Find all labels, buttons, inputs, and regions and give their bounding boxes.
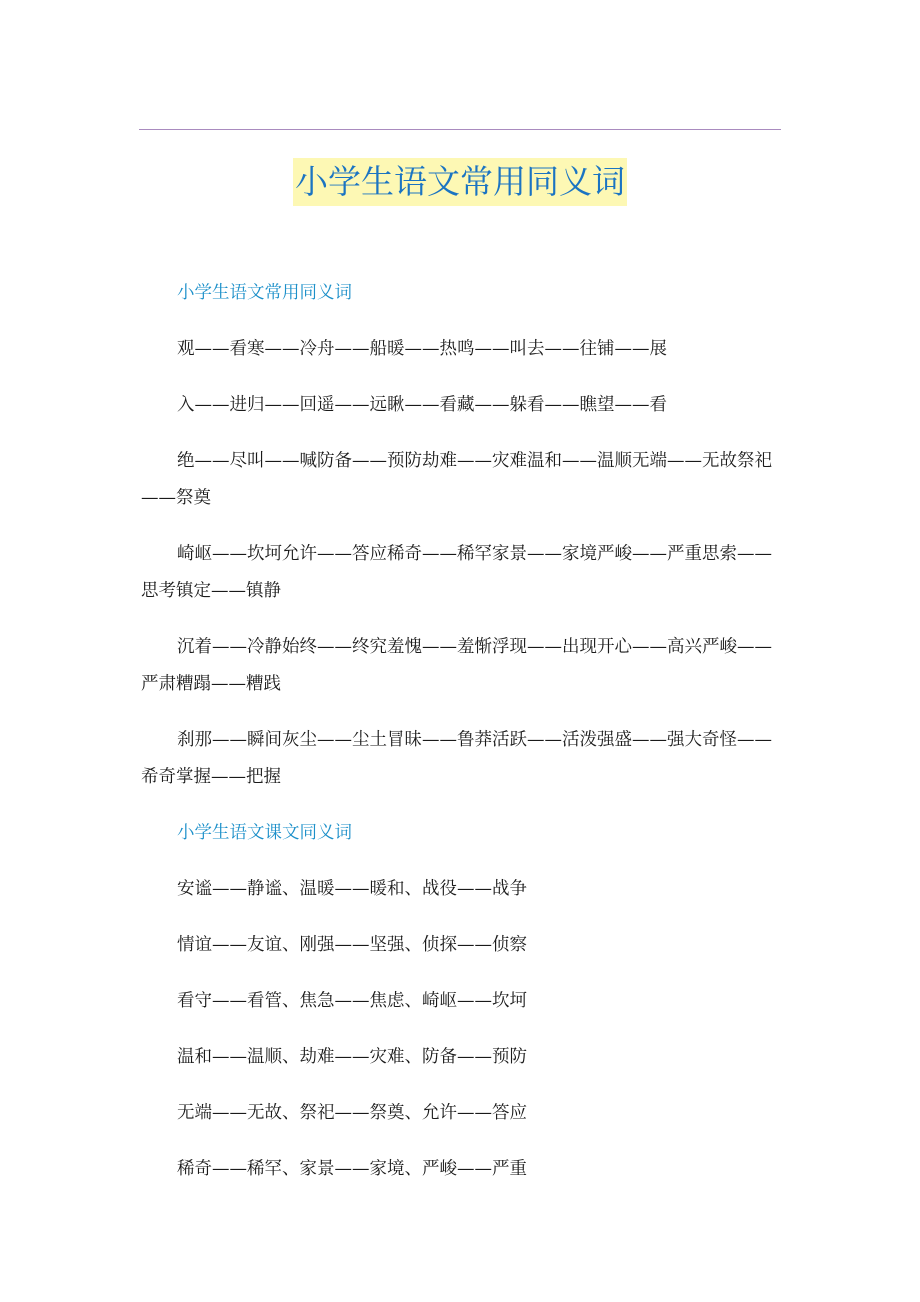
title-wrap <box>0 158 920 206</box>
section-heading: 小学生语文常用同义词 <box>177 283 352 303</box>
paragraph: 温和——温顺、劫难——灾难、防备——预防 <box>177 1047 527 1067</box>
paragraph: 绝——尽叫——喊防备——预防劫难——灾难温和——温顺无端——无故祭祀——祭奠 <box>141 451 772 508</box>
header-rule <box>139 129 781 130</box>
paragraph: 刹那——瞬间灰尘——尘土冒昧——鲁莽活跃——活泼强盛——强大奇怪——希奇掌握——把握 <box>141 730 772 787</box>
paragraph: 沉着——冷静始终——终究羞愧——羞惭浮现——出现开心——高兴严峻——严肃糟蹋——糟践 <box>141 637 772 694</box>
paragraph: 情谊——友谊、刚强——坚强、侦探——侦察 <box>177 935 527 955</box>
paragraph: 观——看寒——冷舟——船暖——热鸣——叫去——往铺——展 <box>177 339 667 359</box>
page-title: 小学生语文常用同义词 <box>293 158 627 206</box>
paragraph: 看守——看管、焦急——焦虑、崎岖——坎坷 <box>177 991 527 1011</box>
paragraph: 入——进归——回遥——远瞅——看藏——躲看——瞧望——看 <box>177 395 667 415</box>
document-body <box>141 275 781 1188</box>
section-heading: 小学生语文课文同义词 <box>177 823 352 843</box>
paragraph: 崎岖——坎坷允许——答应稀奇——稀罕家景——家境严峻——严重思索——思考镇定——镇静 <box>141 544 772 601</box>
paragraph: 稀奇——稀罕、家景——家境、严峻——严重 <box>177 1159 527 1179</box>
paragraph: 安谧——静谧、温暖——暖和、战役——战争 <box>177 879 527 899</box>
paragraph: 无端——无故、祭祀——祭奠、允许——答应 <box>177 1103 527 1123</box>
